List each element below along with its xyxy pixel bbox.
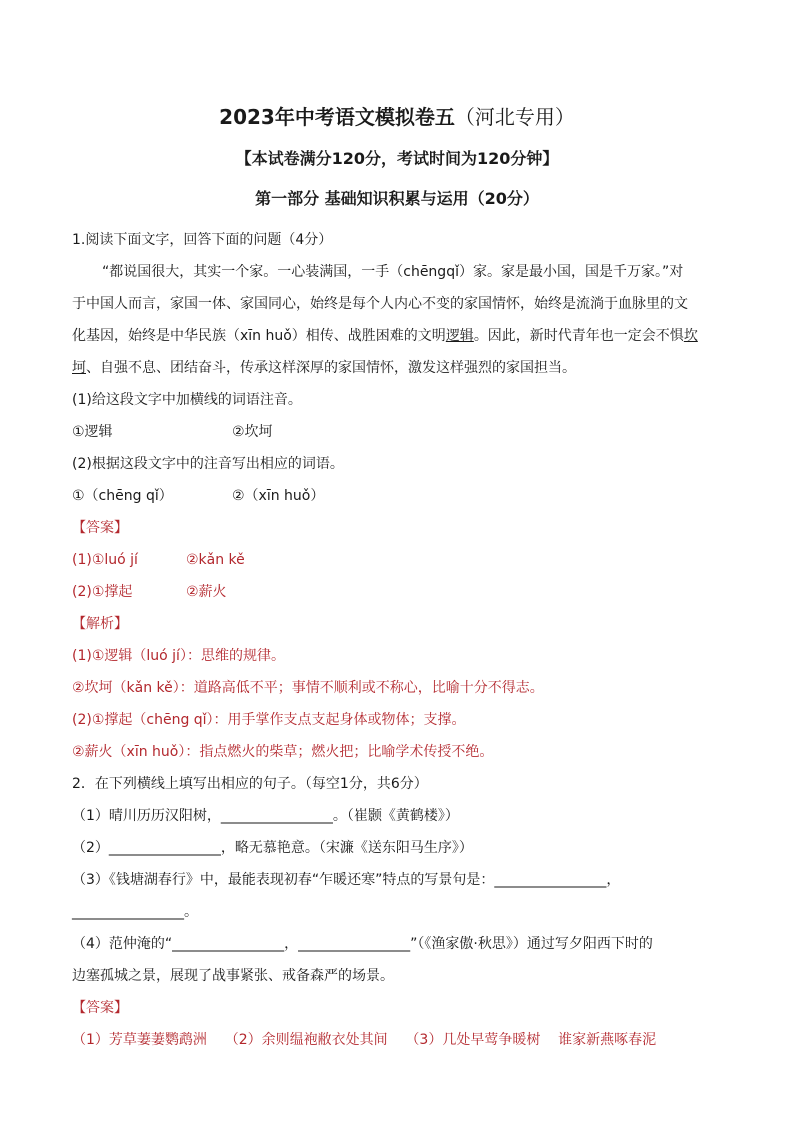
underlined-word-ke: 坷 (72, 360, 86, 376)
q2-line-5: （4）范仲淹的“________________，________________”（《渔家傲·秋思》）通过写夕阳西下时的 (72, 936, 653, 952)
q1-prompt: 1.阅读下面文字，回答下面的问题（4分） (72, 232, 333, 248)
q2-line-6: 边塞孤城之景，展现了战事紧张、戒备森严的场景。 (72, 968, 394, 984)
exam-subtitle: 【本试卷满分120分，考试时间为120分钟】 (235, 149, 559, 168)
q1-para-line-2: 于中国人而言，家国一体、家国同心，始终是每个人内心不变的家国情怀，始终是流淌于血脉里的文 (72, 296, 688, 312)
underlined-word-logic: 逻辑 (445, 328, 474, 344)
q1-sub1-b: ②坎坷 (232, 424, 273, 440)
q1-analysis-line-1: (1)①逻辑（luó jí）：思维的规律。 (72, 648, 285, 664)
q1-answer-label: 【答案】 (72, 520, 128, 536)
q2-line-4: ________________。 (72, 904, 198, 920)
q2-line-3: （3）《钱塘湖春行》中，最能表现初春“乍暖还寒”特点的写景句是：________________， (72, 872, 621, 888)
q1-para-line-3-b: 。因此，新时代青年也一定会不惧 (473, 328, 684, 344)
q1-analysis-label: 【解析】 (72, 616, 128, 632)
q1-answer-2a: (2)①撑起 (72, 584, 133, 600)
q1-para-line-4-b: 、自强不息、团结奋斗，传承这样深厚的家国情怀，激发这样强烈的家国担当。 (86, 360, 576, 376)
q1-para-line-4 (72, 358, 576, 378)
q1-answer-1a: (1)①luó jí (72, 552, 138, 568)
q1-answer-2b: ②薪火 (186, 584, 227, 600)
q1-analysis-line-4: ②薪火（xīn huǒ）：指点燃火的柴草；燃火把；比喻学术传授不绝。 (72, 744, 494, 760)
q1-sub1: (1)给这段文字中加横线的词语注音。 (72, 392, 302, 408)
q1-analysis-line-2: ②坎坷（kǎn kě）：道路高低不平；事情不顺利或不称心，比喻十分不得志。 (72, 680, 544, 696)
q1-answer-1b: ②kǎn kě (186, 552, 245, 568)
page-title (0, 102, 794, 132)
underlined-word-kan: 坎 (683, 328, 698, 344)
q2-answer-line: （1）芳草萋萋鹦鹉洲 （2）余则缊袍敝衣处其间 （3）几处早莺争暖树 谁家新燕啄春泥 (72, 1032, 657, 1048)
q2-line-1: （1）晴川历历汉阳树，________________。（崔颢《黄鹤楼》） (72, 808, 459, 824)
q2-line-2: （2）________________，略无慕艳意。（宋濂《送东阳马生序》） (72, 840, 473, 856)
q2-prompt: 2．在下列横线上填写出相应的句子。（每空1分，共6分） (72, 776, 428, 792)
title-main: 2023年中考语文模拟卷五 (219, 105, 455, 129)
q1-para-line-3 (72, 326, 698, 346)
q1-para-line-3-a: 化基因，始终是中华民族（xīn huǒ）相传、战胜困难的文明 (72, 328, 446, 344)
q1-sub1-a: ①逻辑 (72, 424, 113, 440)
q1-sub2-a: ①（chēng qǐ） (72, 488, 173, 504)
q1-sub2-b: ②（xīn huǒ） (232, 488, 325, 504)
q2-answer-label: 【答案】 (72, 1000, 128, 1016)
title-paren: （河北专用） (454, 105, 575, 129)
part-heading: 第一部分 基础知识积累与运用（20分） (255, 189, 539, 208)
q1-analysis-line-3: (2)①撑起（chēng qǐ）：用手掌作支点支起身体或物体；支撑。 (72, 712, 466, 728)
q1-sub2: (2)根据这段文字中的注音写出相应的词语。 (72, 456, 344, 472)
q1-para-line-1: “都说国很大，其实一个家。一心装满国，一手（chēngqǐ）家。家是最小国，国是千万家。”对 (102, 264, 684, 280)
